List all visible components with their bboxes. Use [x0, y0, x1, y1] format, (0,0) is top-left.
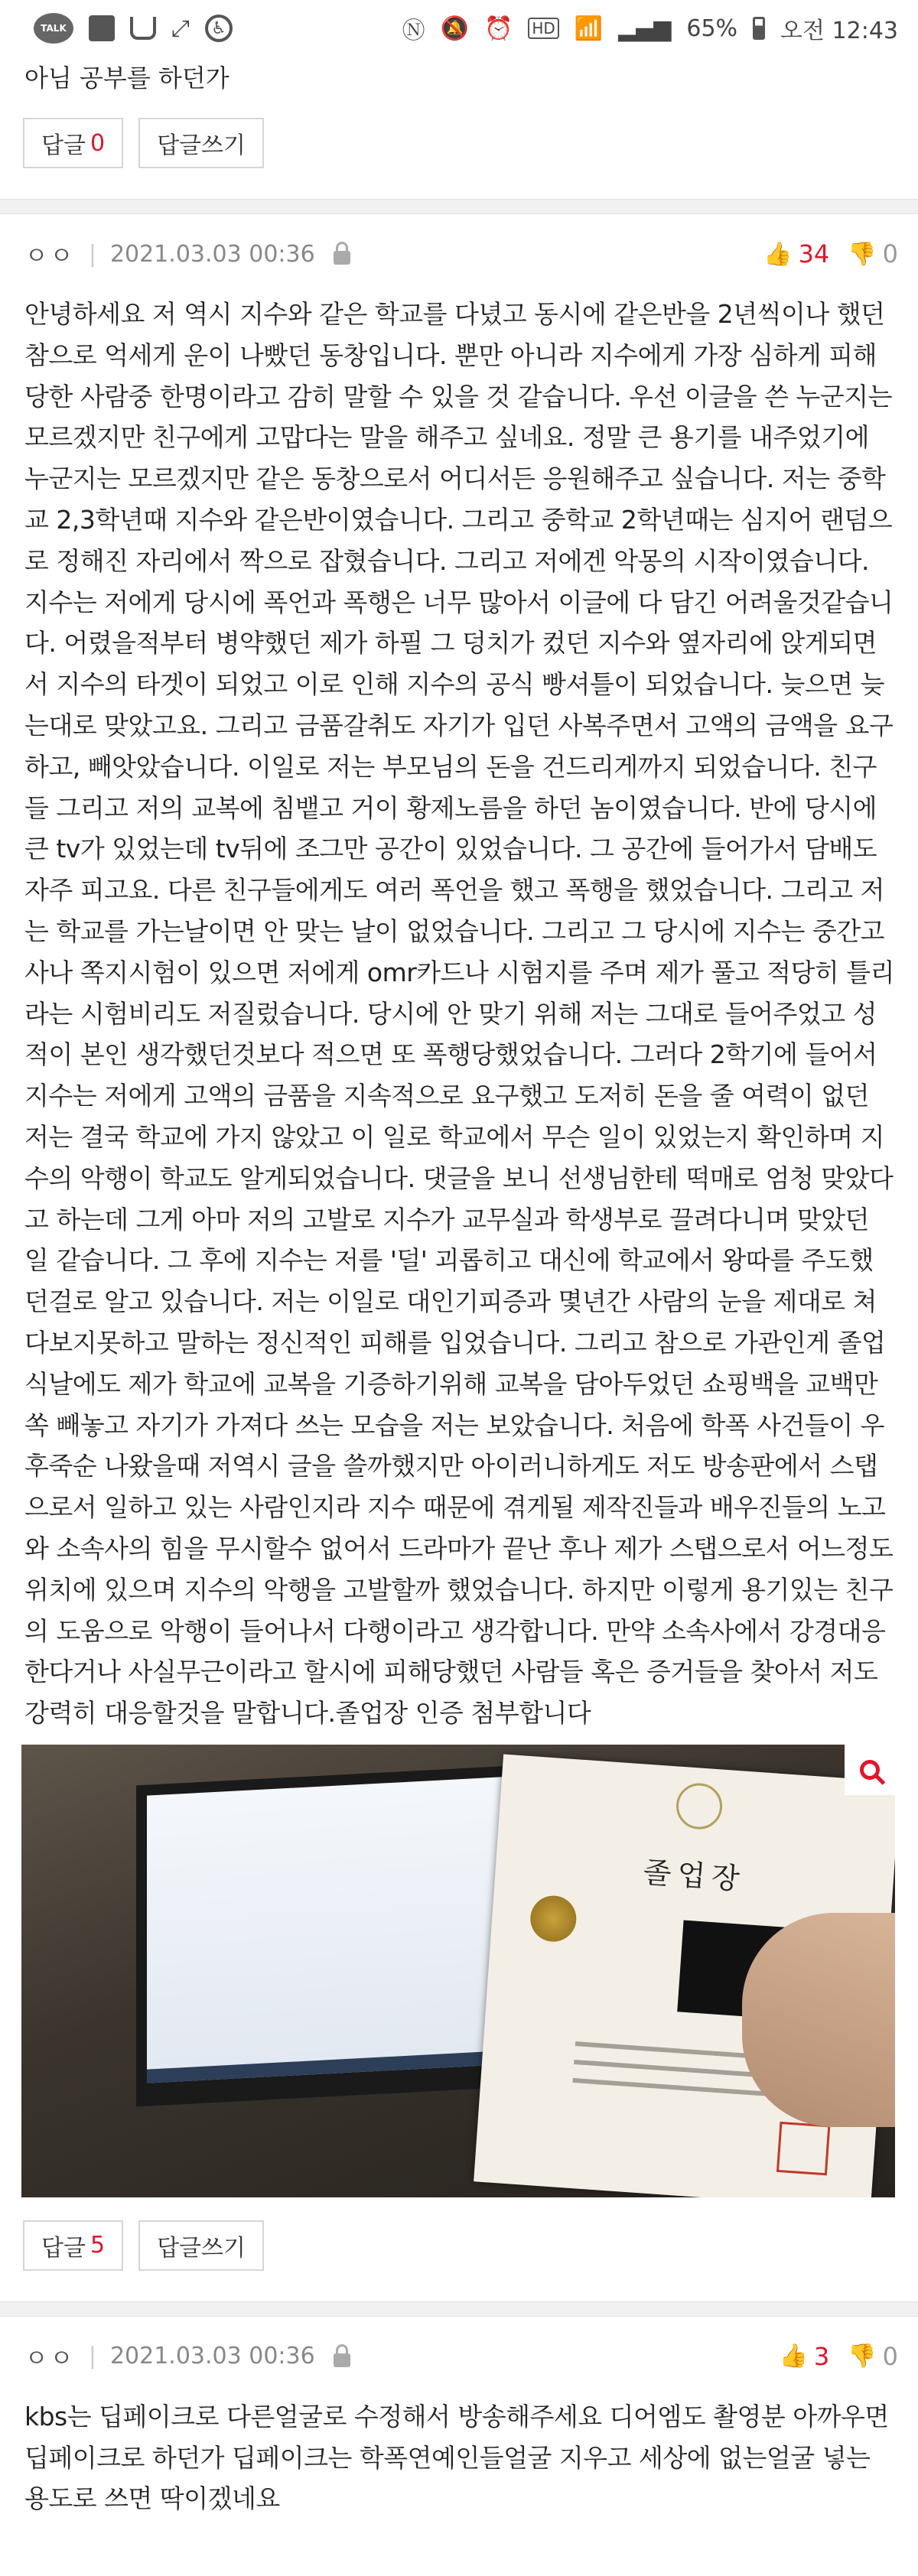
- dislike-count: 0: [882, 239, 898, 268]
- meta-divider: |: [88, 2343, 96, 2370]
- like-button[interactable]: [780, 2342, 830, 2371]
- reply-count: 0: [90, 129, 106, 157]
- zoom-button[interactable]: [845, 1745, 895, 1795]
- status-icons-left: [34, 13, 233, 44]
- dislike-count: 0: [882, 2341, 898, 2371]
- lock-icon: [334, 2353, 350, 2367]
- cup-icon: [130, 17, 156, 40]
- thumbs-down-icon: 👎: [848, 240, 877, 268]
- comment-meta: [0, 214, 918, 294]
- comment-author-info: [24, 236, 350, 272]
- accessibility-icon: ♿: [205, 15, 233, 42]
- kakaotalk-icon: TALK: [34, 13, 73, 44]
- comment-2: [0, 2317, 918, 2519]
- battery-percent: 65%: [686, 15, 738, 42]
- magnifier-icon: [860, 1760, 880, 1780]
- thumbs-up-icon: 👍: [763, 240, 793, 268]
- nickname: ㅇㅇ: [24, 241, 75, 270]
- prev-comment-actions: [0, 96, 918, 199]
- wifi-icon: 📶: [574, 15, 604, 42]
- comment-meta: [0, 2317, 918, 2396]
- status-icons-right: [402, 11, 898, 45]
- write-reply-button[interactable]: 답글쓰기: [138, 2220, 264, 2271]
- reply-label: 답글: [41, 2234, 86, 2262]
- battery-icon: [753, 17, 765, 40]
- reply-count-button[interactable]: [23, 118, 123, 168]
- gold-seal: [529, 1894, 578, 1943]
- reply-count: 5: [90, 2232, 106, 2259]
- comment-body: kbs는 딥페이크로 다른얼굴로 수정해서 방송해주세요 디어엠도 촬영분 아까우면 딥페이크로 하던가 딥페이크는 학폭연예인들얼굴 지우고 세상에 없는얼굴 넣는 용도로 쓰면 딱이겠네요: [24, 2401, 889, 2514]
- school-stamp: [776, 2122, 830, 2175]
- comment-date: 2021.03.03 00:36: [109, 2343, 315, 2370]
- comment-divider: [0, 199, 918, 214]
- reply-label: 답글: [41, 132, 86, 159]
- like-button[interactable]: [763, 239, 829, 268]
- hd-icon: HD: [528, 18, 558, 39]
- expand-icon: ⤢: [171, 15, 190, 42]
- write-reply-button[interactable]: 답글쓰기: [138, 118, 264, 168]
- thumbs-down-icon: 👎: [848, 2343, 877, 2370]
- thumbs-up-icon: 👍: [779, 2343, 808, 2370]
- image-icon: [89, 15, 115, 41]
- comment-divider: [0, 2301, 918, 2317]
- nickname: ㅇㅇ: [24, 2343, 75, 2373]
- lock-icon: [334, 251, 350, 265]
- meta-divider: |: [88, 240, 96, 268]
- school-emblem: [675, 1781, 724, 1830]
- diploma-title: 졸업장: [642, 1855, 747, 1896]
- photo-taskbar: [147, 2050, 516, 2083]
- alarm-icon: ⏰: [483, 15, 513, 42]
- like-count: 3: [813, 2341, 830, 2371]
- reply-count-button[interactable]: [23, 2220, 123, 2271]
- photo-monitor: [136, 1765, 526, 2107]
- dislike-button[interactable]: [848, 2342, 898, 2371]
- status-bar: [0, 0, 918, 57]
- prev-comment: [0, 57, 918, 199]
- comment-author-info: [24, 2339, 350, 2374]
- vote-area: [763, 239, 898, 268]
- comment-body: 안녕하세요 저 역시 지수와 같은 학교를 다녔고 동시에 같은반을 2년씩이나 했던 참으로 억세게 운이 나빴던 동창입니다. 뿐만 아니라 지수에게 가장 심하게 피해 당한 사람중 한명이라고 감히 말할 수 있을 것 같습니다. 우선 이글을 쓴 누군지는 모르겠지만 친구에게 고맙다는 말을 해주고 싶네요. 정말 큰 용기를 내주었기에 누군지는 모르겠지만 같은 동창으로서 어디서든 응원해주고 싶습니다. 저는 중학교 2,3학년때 지수와 같은반이였습니다. 그리고 중학교 2학년때는 심지어 랜덤으로 정해진 자리에서 짝으로 잡혔습니다. 그리고 저에겐 악몽의 시작이였습니다. 지수는 저에게 당시에 폭언과 폭행은 너무 많아서 이글에 다 담긴 어려울것같습니다. 어렸을적부터 병약했던 제가 하필 그 덩치가 컸던 지수와 옆자리에 앉게되면서 지수의 타겟이 되었고 이로 인해 지수의 공식 빵셔틀이 되었습니다. 늦으면 늦는대로 맞았고요. 그리고 금품갈취도 자기가 입던 사복주면서 고액의 금액을 요구하고, 빼앗았습니다. 이일로 저는 부모님의 돈을 건드리게까지 되었습니다. 친구들 그리고 저의 교복에 침뱉고 거이 황제노름을 하던 놈이였습니다. 반에 당시에 큰 tv가 있었는데 tv뒤에 조그만 공간이 있었습니다. 그 공간에 들어가서 담배도 자주 피고요. 다른 친구들에게도 여러 폭언을 했고 폭행을 했었습니다. 그리고 저는 학교를 가는날이면 안 맞는 날이 없었습니다. 그리고 그 당시에 지수는 중간고사나 쪽지시험이 있으면 저에게 omr카드나 시험지를 주며 제가 풀고 적당히 틀리라는 시험비리도 저질렀습니다. 당시에 안 맞기 위해 저는 그대로 들어주었고 성적이 본인 생각했던것보다 적으면 또 폭행당했었습니다. 그러다 2학기에 들어서 지수는 저에게 고액의 금품을 지속적으로 요구했고 도저히 돈을 줄 여력이 없던 저는 결국 학교에 가지 않았고 이 일로 학교에서 무슨 일이 있었는지 확인하며 지수의 악행이 학교도 알게되었습니다. 댓글을 보니 선생님한테 떡매로 엄청 맞았다고 하는데 그게 아마 저의 고발로 지수가 교무실과 학생부로 끌려다니며 맞았던 일 같습니다. 그 후에 지수는 저를 '덜' 괴롭히고 대신에 학교에서 왕따를 주도했던걸로 알고 있습니다. 저는 이일로 대인기피증과 몇년간 사람의 눈을 제대로 쳐다보지못하고 말하는 정신적인 피해를 입었습니다. 그리고 참으로 가관인게 졸업식날에도 제가 학교에 교복을 기증하기위해 교복을 담아두었던 쇼핑백을 교백만 쏙 빼놓고 자기가 가져다 쓰는 모습을 저는 보았습니다. 처음에 학폭 사건들이 우후죽순 나왔을때 저역시 글을 쓸까했지만 아이러니하게도 저도 방송판에서 스탭으로서 일하고 있는 사람인지라 지수 때문에 겪게될 제작진들과 배우진들의 노고와 소속사의 힘을 무시할수 없어서 드라마가 끝난 후나 제가 스탭으로서 어느정도 위치에 있으며 지수의 악행을 고발할까 했었습니다. 하지만 이렇게 용기있는 친구의 도움으로 악행이 들어나서 다행이라고 생각합니다. 만약 소속사에서 강경대응한다거나 사실무근이라고 할시에 피해당했던 사람들 혹은 증거들을 찾아서 저도 강력히 대응할것을 말합니다.졸업장 인증 첨부합니다: [24, 299, 895, 1729]
- nfc-icon: Ⓝ: [402, 18, 425, 44]
- attached-photo[interactable]: [21, 1745, 895, 2197]
- signal-icon: ▂▄▆: [618, 15, 672, 42]
- photo-hand: [742, 1913, 895, 2127]
- prev-comment-text: 아님 공부를 하던가: [24, 63, 230, 93]
- vote-area: [780, 2342, 898, 2371]
- photo-monitor-screen: [147, 1776, 516, 2083]
- dislike-button[interactable]: [848, 239, 898, 268]
- like-count: 34: [798, 239, 830, 268]
- mute-icon: 🔕: [440, 15, 469, 42]
- comment-date: 2021.03.03 00:36: [109, 240, 315, 268]
- clock: 오전 12:43: [780, 18, 898, 44]
- comment-1: [0, 214, 918, 2301]
- comment-actions: [0, 2197, 918, 2301]
